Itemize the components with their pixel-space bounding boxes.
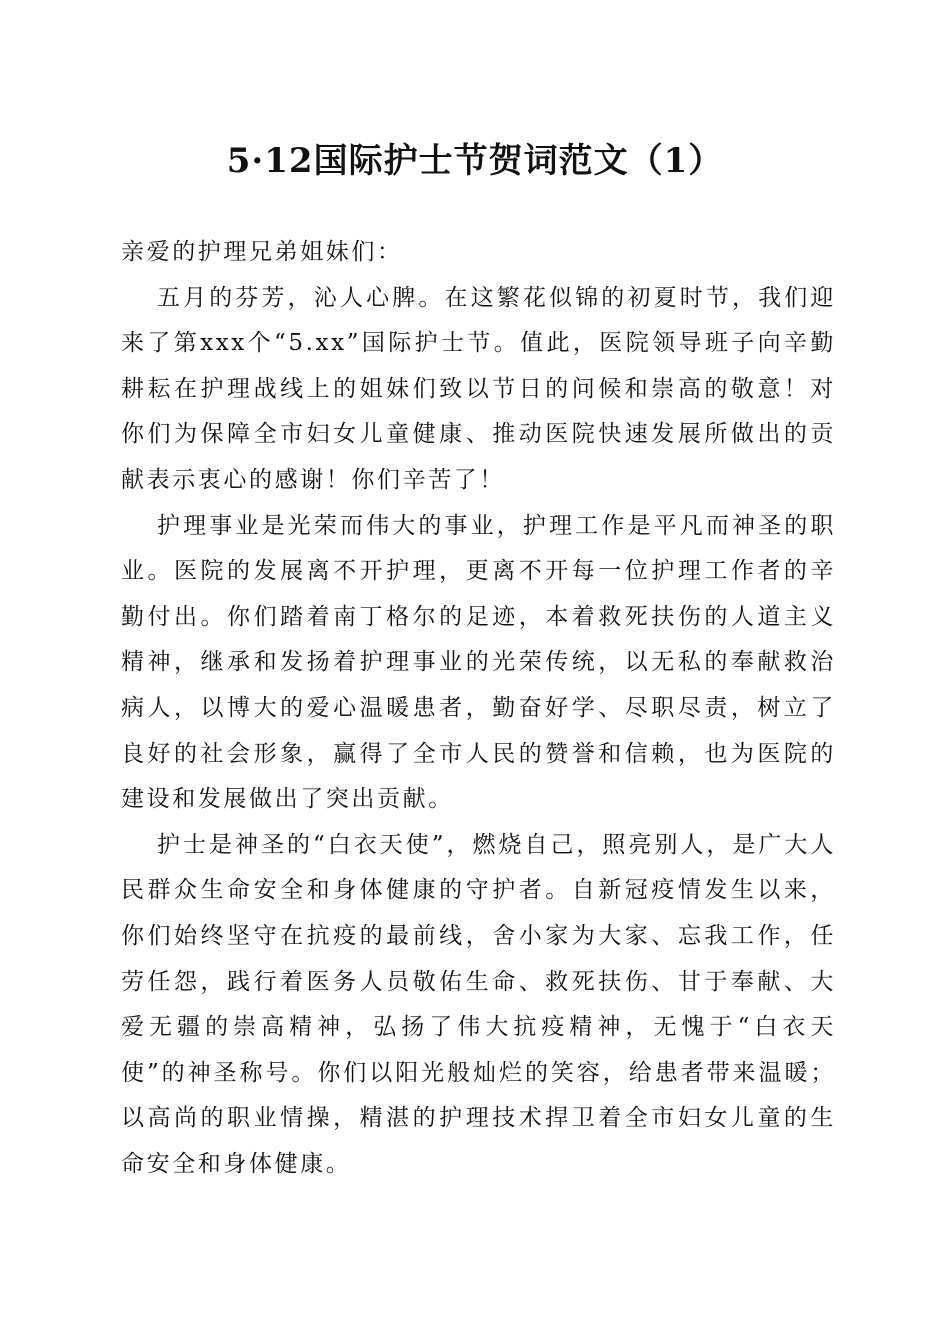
salutation: 亲爱的护理兄弟姐妹们： — [121, 239, 403, 265]
document-body — [121, 230, 836, 1187]
paragraph-greeting: 五月的芬芳，沁人心脾。在这繁花似锦的初夏时节，我们迎来了第xxx个“5.xx”国际护士节。值此，医院领导班子向辛勤耕耘在护理战线上的姐妹们致以节日的问候和崇高的敬意！对你们为保障全市妇女儿童健康、推动医院快速发展所做出的贡献表示衷心的感谢！你们辛苦了！ — [121, 284, 836, 493]
paragraph-white-angels: 护士是神圣的“白衣天使”，燃烧自己，照亮别人，是广大人民群众生命安全和身体健康的守护者。自新冠疫情发生以来，你们始终坚守在抗疫的最前线，舍小家为大家、忘我工作，任劳任怨，践行着医务人员敬佑生命、救死扶伤、甘于奉献、大爱无疆的崇高精神，弘扬了伟大抗疫精神，无愧于“白衣天使”的神圣称号。你们以阳光般灿烂的笑容，给患者带来温暖；以高尚的职业情操，精湛的护理技术捍卫着全市妇女儿童的生命安全和身体健康。 — [121, 831, 836, 1177]
paragraph-nursing-career: 护理事业是光荣而伟大的事业，护理工作是平凡而神圣的职业。医院的发展离不开护理，更离不开每一位护理工作者的辛勤付出。你们踏着南丁格尔的足迹，本着救死扶伤的人道主义精神，继承和发扬着护理事业的光荣传统，以无私的奉献救治病人，以博大的爱心温暖患者，勤奋好学、尽职尽责，树立了良好的社会形象，赢得了全市人民的赞誉和信赖，也为医院的建设和发展做出了突出贡献。 — [121, 512, 836, 813]
document-title: 5·12国际护士节贺词范文（1） — [226, 141, 724, 181]
